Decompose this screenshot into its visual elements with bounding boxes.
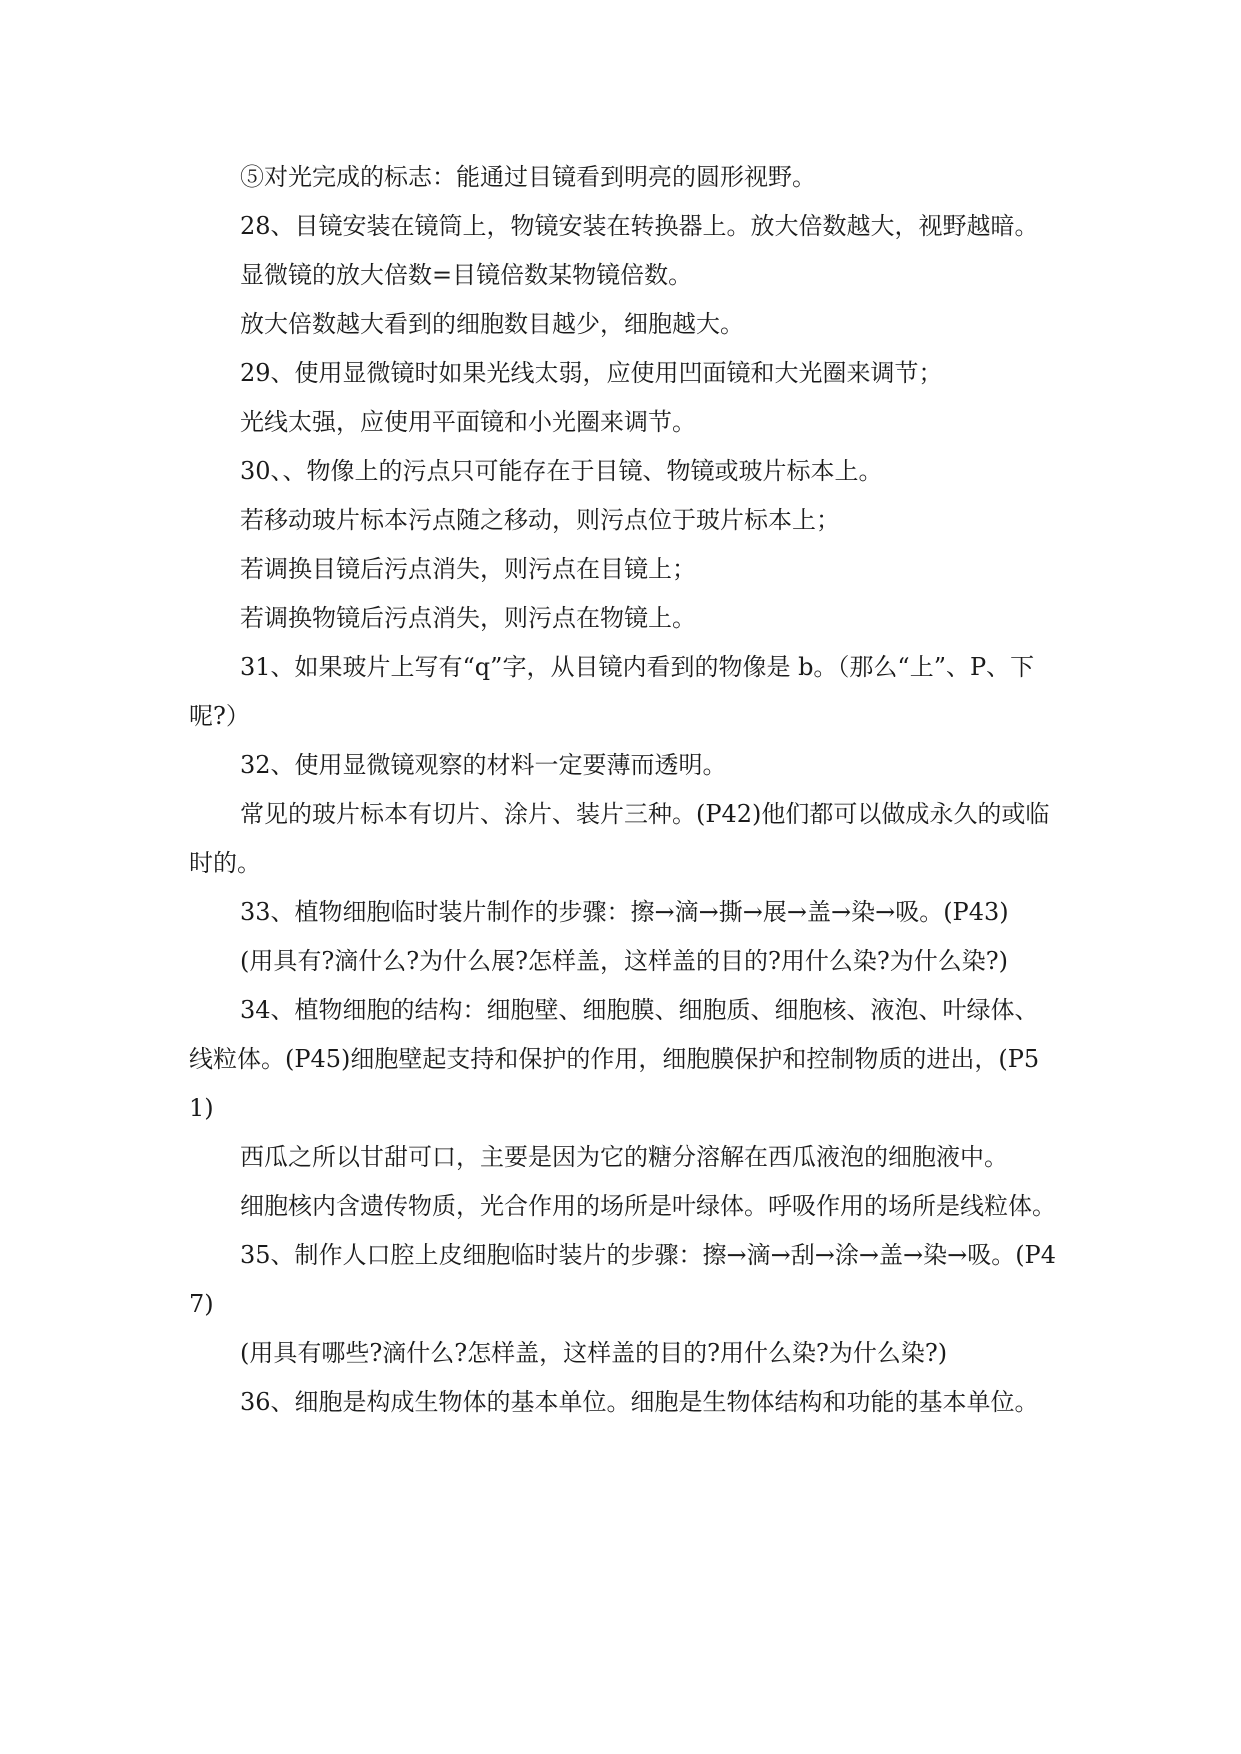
paragraph: 30、、物像上的污点只可能存在于目镜、物镜或玻片标本上。	[240, 457, 883, 485]
paragraph: 西瓜之所以甘甜可口，主要是因为它的糖分溶解在西瓜液泡的细胞液中。	[240, 1143, 1008, 1171]
paragraph: 34、植物细胞的结构：细胞壁、细胞膜、细胞质、细胞核、液泡、叶绿体、线粒体。(P45)细胞壁起支持和保护的作用，细胞膜保护和控制物质的进出，(P51)	[189, 996, 1040, 1122]
paragraph: 显微镜的放大倍数=目镜倍数某物镜倍数。	[240, 261, 693, 289]
paragraph: 36、细胞是构成生物体的基本单位。细胞是生物体结构和功能的基本单位。	[240, 1388, 1039, 1416]
paragraph: 若调换目镜后污点消失，则污点在目镜上；	[240, 555, 696, 583]
paragraph: 32、使用显微镜观察的材料一定要薄而透明。	[240, 751, 727, 779]
document-body	[189, 153, 1057, 1427]
paragraph: 31、如果玻片上写有“q”字，从目镜内看到的物像是 b。（那么“上”、P、下呢?）	[189, 653, 1035, 730]
paragraph: 28、目镜安装在镜筒上，物镜安装在转换器上。放大倍数越大，视野越暗。	[240, 212, 1039, 240]
paragraph: (用具有哪些?滴什么?怎样盖，这样盖的目的?用什么染?为什么染?)	[240, 1339, 948, 1367]
paragraph: 光线太强，应使用平面镜和小光圈来调节。	[240, 408, 696, 436]
paragraph: 若调换物镜后污点消失，则污点在物镜上。	[240, 604, 696, 632]
paragraph: 35、制作人口腔上皮细胞临时装片的步骤：擦→滴→刮→涂→盖→染→吸。(P47)	[189, 1241, 1056, 1318]
paragraph: ⑤对光完成的标志：能通过目镜看到明亮的圆形视野。	[240, 163, 816, 191]
paragraph: 细胞核内含遗传物质，光合作用的场所是叶绿体。呼吸作用的场所是线粒体。	[240, 1192, 1056, 1220]
paragraph: 放大倍数越大看到的细胞数目越少，细胞越大。	[240, 310, 744, 338]
paragraph: 若移动玻片标本污点随之移动，则污点位于玻片标本上；	[240, 506, 840, 534]
paragraph: (用具有?滴什么?为什么展?怎样盖，这样盖的目的?用什么染?为什么染?)	[240, 947, 1008, 975]
paragraph: 29、使用显微镜时如果光线太弱，应使用凹面镜和大光圈来调节；	[240, 359, 943, 387]
paragraph: 常见的玻片标本有切片、涂片、装片三种。(P42)他们都可以做成永久的或临时的。	[189, 800, 1050, 877]
paragraph: 33、植物细胞临时装片制作的步骤：擦→滴→撕→展→盖→染→吸。(P43)	[240, 898, 1009, 926]
